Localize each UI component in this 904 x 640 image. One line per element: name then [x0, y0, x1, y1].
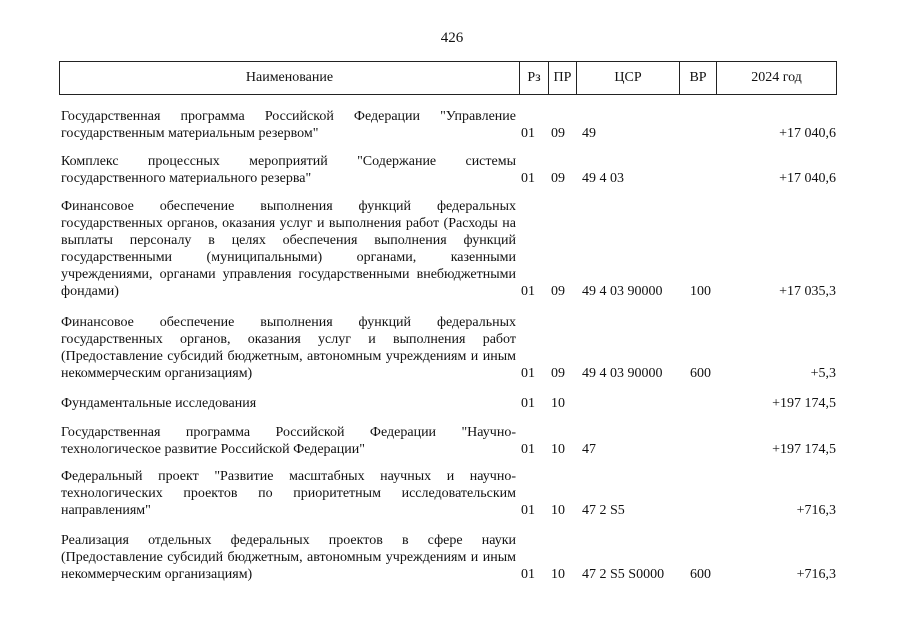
header-year: 2024 год [751, 70, 802, 85]
table-row [0, 424, 904, 458]
row-rz: 01 [521, 442, 535, 457]
row-rz: 01 [521, 503, 535, 518]
row-csr: 49 4 03 90000 [582, 366, 663, 381]
header-pr: ПР [549, 62, 577, 94]
row-amount: +5,3 [810, 366, 836, 381]
table-row [0, 532, 904, 583]
header-vr: ВР [680, 62, 717, 94]
row-pr: 09 [551, 366, 565, 381]
row-csr: 47 [582, 442, 596, 457]
header-name: Наименование [60, 62, 520, 94]
row-amount: +17 035,3 [779, 284, 836, 299]
row-pr: 09 [551, 171, 565, 186]
row-pr: 10 [551, 503, 565, 518]
table-row [0, 108, 904, 142]
row-pr: 09 [551, 126, 565, 141]
header-rz: Рз [520, 62, 549, 94]
row-csr: 47 2 S5 [582, 503, 625, 518]
row-pr: 10 [551, 567, 565, 582]
row-csr: 49 4 03 90000 [582, 284, 663, 299]
row-pr: 10 [551, 442, 565, 457]
row-csr: 47 2 S5 S0000 [582, 567, 665, 582]
row-rz: 01 [521, 396, 535, 411]
row-rz: 01 [521, 284, 535, 299]
row-vr: 100 [690, 284, 711, 299]
row-name: Фундаментальные исследования [61, 396, 257, 411]
table-header [59, 61, 837, 95]
table-row [0, 198, 904, 300]
row-csr: 49 4 03 [582, 171, 624, 186]
row-amount: +716,3 [796, 567, 836, 582]
table-row [0, 468, 904, 519]
row-amount: +197 174,5 [772, 442, 836, 457]
row-rz: 01 [521, 126, 535, 141]
row-name: Комплекс процессных мероприятий "Содержание системы государственного материального резерва" [61, 154, 516, 186]
row-vr: 600 [690, 366, 711, 381]
row-name: Государственная программа Российской Федерации "Управление государственным материальным резервом" [61, 109, 516, 141]
row-rz: 01 [521, 366, 535, 381]
row-csr: 49 [582, 126, 596, 141]
table-row [0, 153, 904, 187]
row-name: Финансовое обеспечение выполнения функций федеральных государственных органов, оказания услуг и выполнения работ (Расходы на выплаты персоналу в целях обеспечения выполнения функций государственными (муниципальными) органами, казенными учреждениями, органами управления государственными внебюджетными фондами) [61, 199, 516, 299]
row-rz: 01 [521, 171, 535, 186]
row-name: Финансовое обеспечение выполнения функций федеральных государственных органов, оказания услуг и выполнения работ (Предоставление субсидий бюджетным, автономным учреждениям и иным некоммерческим организациям) [61, 315, 516, 381]
page-number: 426 [440, 30, 464, 46]
row-amount: +17 040,6 [779, 171, 836, 186]
row-pr: 09 [551, 284, 565, 299]
row-rz: 01 [521, 567, 535, 582]
header-csr: ЦСР [577, 62, 680, 94]
row-name: Федеральный проект "Развитие масштабных научных и научно-технологических проектов по приоритетным исследовательским направлениям" [61, 469, 516, 518]
table-row [0, 395, 904, 412]
row-amount: +17 040,6 [779, 126, 836, 141]
row-amount: +716,3 [796, 503, 836, 518]
row-pr: 10 [551, 396, 565, 411]
table-row [0, 314, 904, 382]
row-amount: +197 174,5 [772, 396, 836, 411]
row-vr: 600 [690, 567, 711, 582]
row-name: Государственная программа Российской Федерации "Научно-технологическое развитие Российской Федерации" [61, 425, 516, 457]
row-name: Реализация отдельных федеральных проектов в сфере науки (Предоставление субсидий бюджетным, автономным учреждениям и иным некоммерческим организациям) [61, 533, 516, 582]
